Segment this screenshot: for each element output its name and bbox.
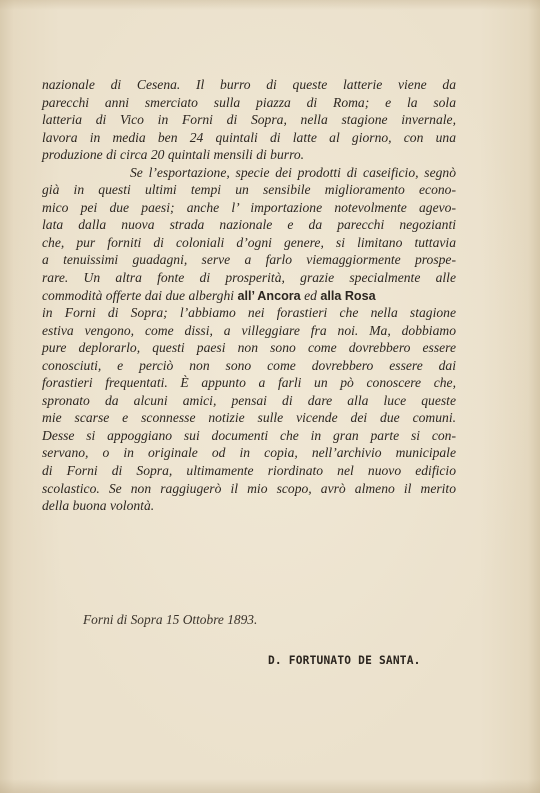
text-line: scolastico. Se non raggiugerò il mio scopo, avrò almeno il merito xyxy=(42,480,456,496)
text-line: servano, o in originale od in copia, nell’archivio municipale xyxy=(42,445,456,461)
text-line: già in questi ultimi tempi un sensibile miglioramento econo- xyxy=(42,182,456,198)
text-line: mie scarse e sconnesse notizie sulle vicende dei due comuni. xyxy=(42,410,456,426)
text-line: della buona volontà. xyxy=(42,498,155,514)
text-line: lavora in media ben 24 quintali di latte al giorno, con una xyxy=(42,129,456,145)
text-line-with-hotel-names xyxy=(42,287,456,305)
text-line: lata dalla nuova strada nazionale e da parecchi negozianti xyxy=(42,217,456,233)
text-line: in Forni di Sopra; l’abbiamo nei forastieri che nella stagione xyxy=(42,305,456,321)
text-line: latteria di Vico in Forni di Sopra, nella stagione invernale, xyxy=(42,112,456,128)
body-text xyxy=(42,76,456,515)
author-signature: D. FORTUNATO DE SANTA. xyxy=(268,654,421,667)
text-line: estiva vengono, come dissi, a villeggiare fra noi. Ma, dobbiamo xyxy=(42,322,456,338)
text-line: forastieri frequentati. È appunto a farli un pò conoscere che, xyxy=(42,375,456,391)
text-line: rare. Un altra fonte di prosperità, grazie specialmente alle xyxy=(42,270,456,286)
date-line: Forni di Sopra 15 Ottobre 1893. xyxy=(83,612,258,627)
page-top-shadow xyxy=(0,0,540,10)
text-line: Desse si appoggiano sui documenti che in gran parte si con- xyxy=(42,427,456,443)
text-line: mico pei due paesi; anche l’ importazione notevolmente agevo- xyxy=(42,199,456,215)
text-line: produzione di circa 20 quintali mensili di burro. xyxy=(42,147,305,163)
text-segment: ed xyxy=(300,287,321,303)
text-segment: commodità offerte dai due alberghi xyxy=(42,287,238,303)
text-line: di Forni di Sopra, ultimamente riordinato nel nuovo edificio xyxy=(42,463,456,479)
text-line: parecchi anni smerciato sulla piazza di Roma; e la sola xyxy=(42,94,456,110)
text-line: conosciuti, e perciò non sono come dovrebbero essere dai xyxy=(42,357,456,373)
text-line: nazionale di Cesena. Il burro di queste latterie viene da xyxy=(42,77,456,92)
text-line: che, pur forniti di coloniali d’ogni genere, si limitano tuttavia xyxy=(42,234,456,250)
page-bottom-shadow xyxy=(0,779,540,793)
text-line: Se l’esportazione, specie dei prodotti di caseificio, segnò xyxy=(130,164,456,180)
hotel-name-ancora: all’ Ancora xyxy=(237,288,301,303)
hotel-name-rosa: alla Rosa xyxy=(320,288,376,303)
text-line: pure deplorarlo, questi paesi non sono come dovrebbero essere xyxy=(42,340,456,356)
text-line: spronato da alcuni amici, pensai di dare alla luce queste xyxy=(42,392,456,408)
text-line: a tenuissimi guadagni, serve a farlo viemaggiormente prospe- xyxy=(42,252,456,268)
